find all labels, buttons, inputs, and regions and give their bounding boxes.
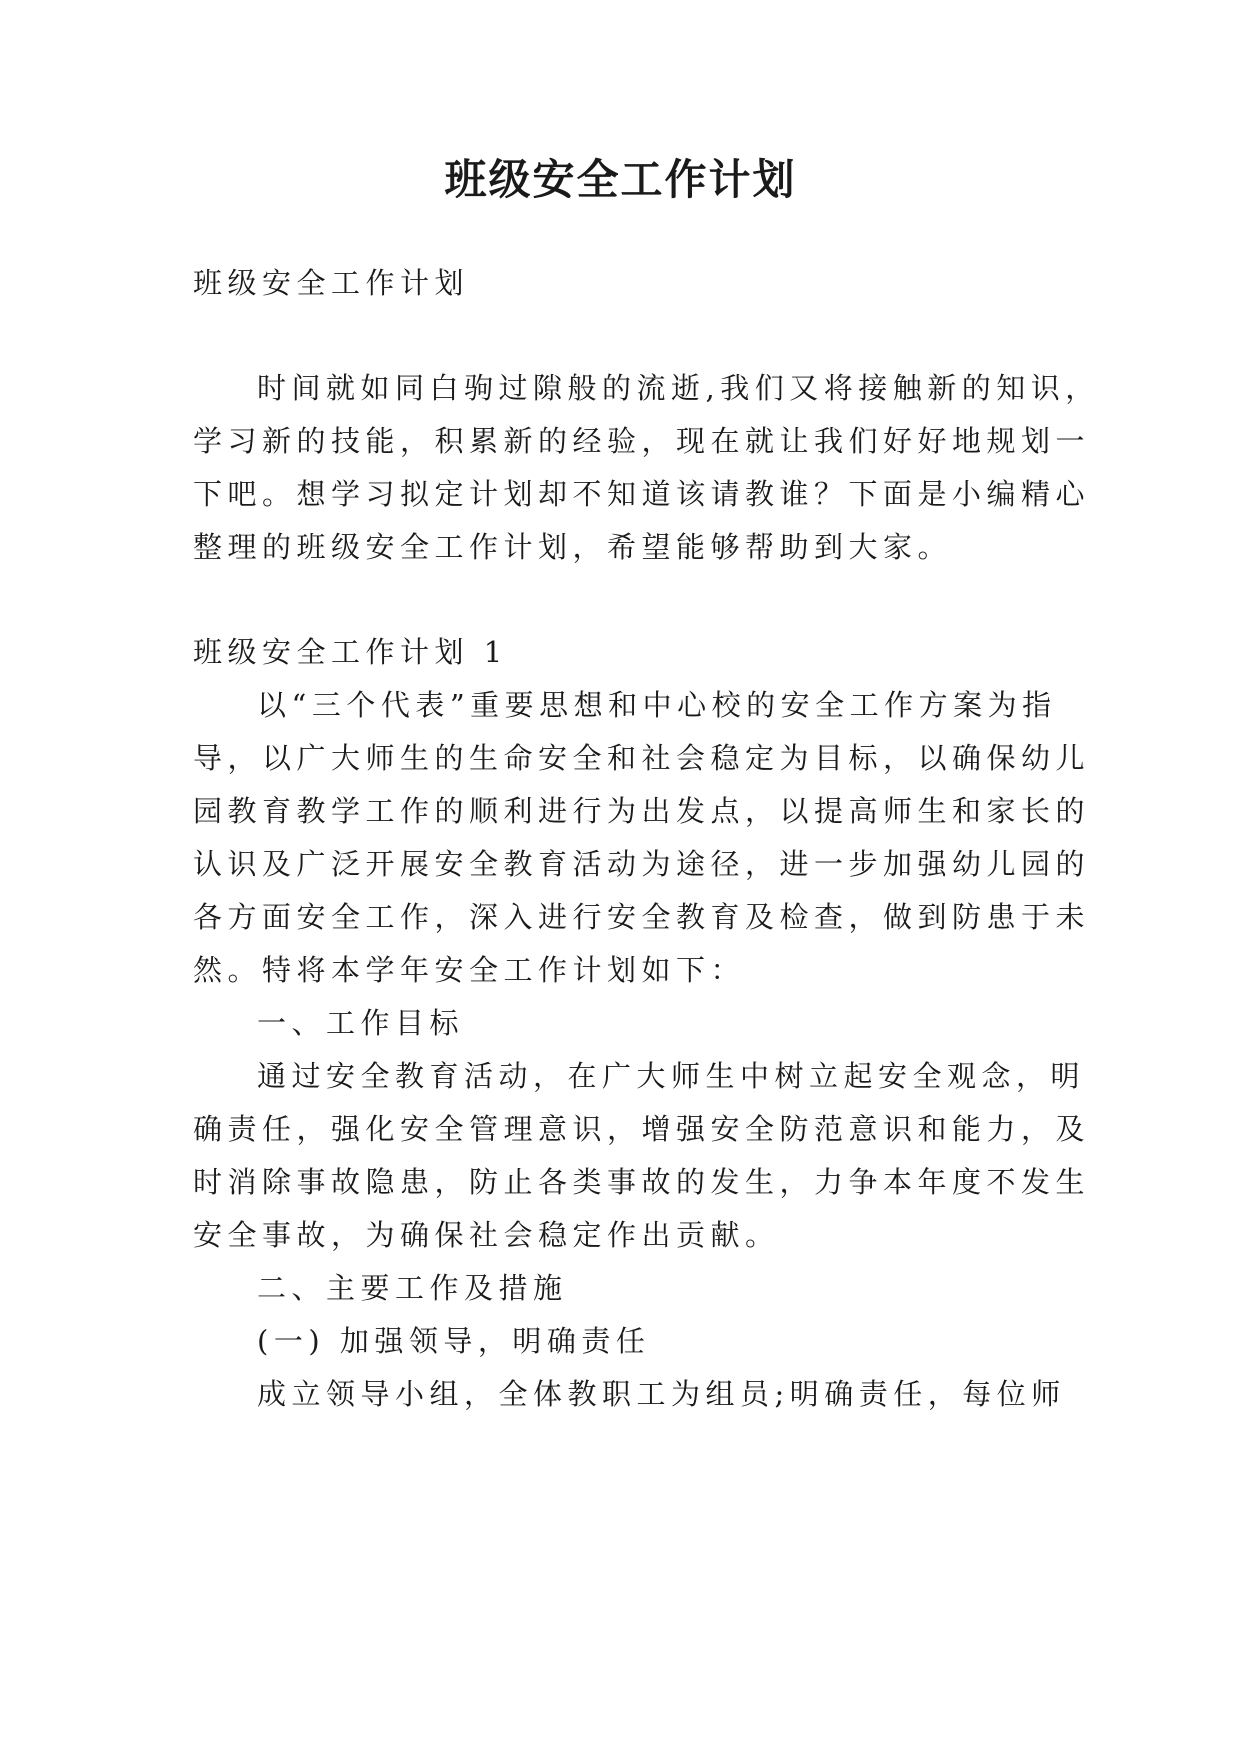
paragraph-line: 导，以广大师生的生命安全和社会稳定为目标，以确保幼儿: [193, 741, 1091, 775]
heading-measures: 二、主要工作及措施: [257, 1271, 568, 1305]
document-title: 班级安全工作计划: [444, 155, 797, 204]
paragraph-line: 通过安全教育活动，在广大师生中树立起安全观念，明: [257, 1059, 1086, 1093]
paragraph-line: 各方面安全工作，深入进行安全教育及检查，做到防患于未: [193, 900, 1091, 934]
intro-line: 下吧。想学习拟定计划却不知道该请教谁？下面是小编精心: [193, 477, 1091, 511]
paragraph-line: 确责任，强化安全管理意识，增强安全防范意识和能力，及: [193, 1112, 1091, 1146]
paragraph-line: 园教育教学工作的顺利进行为出发点，以提高师生和家长的: [193, 794, 1091, 828]
heading-goal: 一、工作目标: [257, 1006, 465, 1040]
heading-leadership: (一) 加强领导，明确责任: [257, 1324, 651, 1358]
paragraph-line: 安全事故，为确保社会稳定作出贡献。: [193, 1218, 780, 1252]
paragraph-line: 成立领导小组，全体教职工为组员;明确责任，每位师: [257, 1377, 1066, 1411]
section-heading: 班级安全工作计划 1: [193, 635, 508, 669]
paragraph-line: 以“三个代表”重要思想和中心校的安全工作方案为指: [257, 688, 1057, 722]
paragraph-line: 时消除事故隐患，防止各类事故的发生，力争本年度不发生: [193, 1165, 1091, 1199]
paragraph-line: 然。特将本学年安全工作计划如下：: [193, 953, 746, 987]
document-subtitle: 班级安全工作计划: [193, 266, 470, 300]
paragraph-line: 认识及广泛开展安全教育活动为途径，进一步加强幼儿园的: [193, 847, 1091, 881]
intro-line: 整理的班级安全工作计划，希望能够帮助到大家。: [193, 530, 953, 564]
intro-line: 时间就如同白驹过隙般的流逝,我们又将接触新的知识，: [257, 371, 1100, 405]
intro-line: 学习新的技能，积累新的经验，现在就让我们好好地规划一: [193, 424, 1091, 458]
